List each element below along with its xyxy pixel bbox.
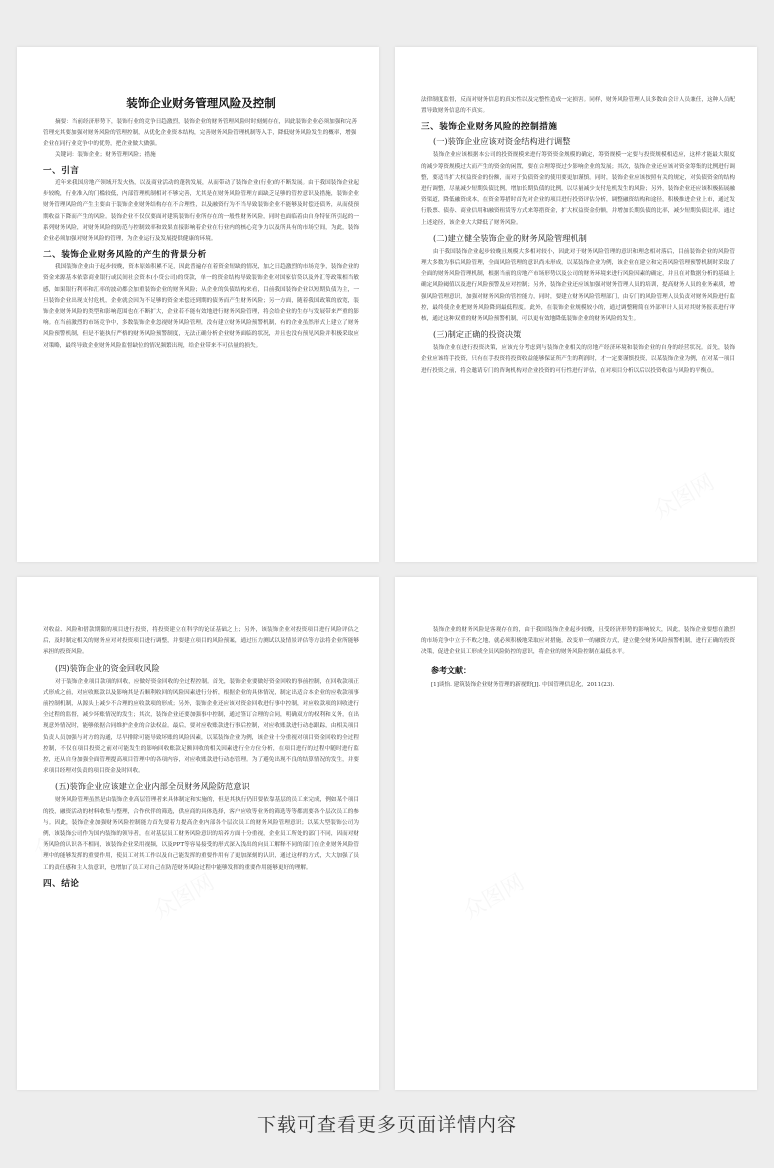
document-title: 装饰企业财务管理风险及控制	[126, 96, 276, 110]
subsection-heading-capital-structure: (一)装饰企业应该对资金结构进行调整	[433, 136, 571, 147]
keywords: 关键词：装饰企业；财务管理风险；措施	[55, 152, 156, 158]
background-paragraph: 我国装饰企业由于起步较晚，资本原始积累不足，因此普遍存在着资金短缺的情况，加之日趋激烈的市场竞争，装饰企业的资金来源基本依靠商业银行或民间社会资本(小贷公司)的贷款，单一的资金结构导致装饰企业对国家信贷以及外汇等政策相当敏感，如果银行利率和汇率的波动都会加重装饰企业的财务风险；从企业的负债结构来看，目前我国装饰企业以短期负债为主，一旦装饰企业出现支付危机，企业就会因为不足够的资金来偿还到期的债务而产生财务风险；另一方面，随着我国政策的放宽，装饰企业财务风险的类型和影响范围也在不断扩大，企业若不能有效地进行财务风险管理，将会给企业的生存与发展带来严重的影响。在当前激烈的市场竞争中，多数装饰企业忽视财务风险管理，没有建立财务风险预警机制，有的企业虽然形式上建立了财务风险预警机制，但是不能执行严格的财务风险预警制度，无法正确分析企业财务面临的状况，并且也没有预见风险并积极采取应对策略，最终导致企业财务风险监督缺位的情况频繁出现，给企业带来不可估量的损失。	[43, 264, 359, 349]
document-page-3	[17, 577, 379, 1090]
view-more-caption: 下载可查看更多页面详情内容	[256, 1114, 517, 1136]
document-page-4	[395, 577, 757, 1090]
section-heading-conclusion: 四、结论	[43, 878, 80, 889]
conclusion-paragraph: 装饰企业的财务风险是客观存在的，由于我国装饰企业起步较晚，且受经济形势的影响较大，因此，装饰企业要想在激烈的市场竞争中立于不败之地，就必须积极地采取应对措施，改变单一的融资方式，建立健全财务风险预警机制，进行正确的投资决策，促进企业员工形成全员风险防控的意识，将企业的财务风险控制在最低水平。	[421, 627, 735, 656]
document-page-1	[17, 47, 379, 562]
subsection-heading-collection-risk: (四)装饰企业的资金回收风险	[55, 662, 160, 673]
staff-awareness-paragraph: 财务风险管理虽然是由装饰企业高层管理者来具体制定和实施的，但是其执行仍旧要依靠基层的员工来完成，例如某个项目的投，融资活动的材料收集与整理，合作伙伴的筛选，供应商的具体选择，客户应收等业务的筛选等等都需要各个层次员工的参与。因此，装饰企业加强财务风险控制能力首先要着力提高企业内部各个层次员工的财务风险管理意识；以某大型装饰公司为例，该装饰公司作为国内装饰的领导者，在对基层员工财务风险意识的培养方面十分重视，企业员工所处的部门不同，因而对财务风险的认识各不相同，该装饰企业采用视频，以及PPT等容易接受的形式深入浅出的向员工解释不同的部门在企业财务风险管理中的能够发挥的重要作用，使员工对其工作以及自己能发挥的重要作用有了更加深刻的认识，通过这样的方式，大大加强了员工的责任感和主人翁意识，也增加了员工对自己在防范财务风险过程中能够发挥的重要作用能够更好的理解。	[43, 797, 359, 871]
continued-paragraph: 法律制度监督，反而对财务信息的真实性以及完整性造成一定损害。同样，财务风险管理人员多数由会计人员兼任，这种人员配置导致财务信息的不真实。	[421, 97, 735, 115]
document-page-2	[395, 47, 757, 562]
subsection-heading-risk-mechanism: (二)建立健全装饰企业的财务风险管理机制	[433, 232, 587, 243]
risk-mechanism-paragraph: 由于我国装饰企业起步较晚且规模大多相对较小，因此对于财务风险管理的意识和理念相对落后，目前装饰企业的风险管理大多数为事后风险管理，全面风险管理的意识尚未形成，以某装饰企业为例，该企业在建立和完善风险管理预警机制时采取了全面的财务风险管理机制，根据当前的房地产市场形势以及公司的财务环境来进行风险因素的确定，并且在对数据分析的基础上确定风险阈值以及进行风险预警及应对控制；另外，装饰企业还应该加强对财务管理人员的培训，提高财务人员的业务素质，增强风险管理意识，加强对财务风险的管控能力，同时，要建立财务风险管理部门，由专门的风险管理人员负责对财务风险进行监控，最终使企业把财务风险降到最低程度。此外，在装饰企业规模较小的，通过调整精简在外部审计人员对其财务报表进行审核，通过这种双重的财务风险预警机制，可以更有效地降低装饰企业的财务风险的发生。	[421, 248, 735, 323]
reference-item: [1]谈怡. 建筑装饰企业财务管理的新视野[J]. 中国管理信息化，2011(23).	[431, 681, 615, 688]
section-heading-intro: 一、引言	[43, 166, 80, 176]
intro-paragraph: 近年来我国房地产领域开发火热，以及商业活动的蓬勃发展，从而带动了装饰企业(行业)的不断发展。由于我国装饰企业起步较晚，行业准入的门槛较低，内部管理机制相对不够完善，尤其是在财务风险管理方面缺乏足够的管控意识及措施，装饰企业财务管理风险的产生主要由于装饰企业财务结构存在不合理性，以及融资行为不当导致装饰企业不能够及时偿还债务，从而使预期收益下降而产生的风险。装饰企业不仅仅要面对建筑装饰行业所存在的一般性财务风险，同时也面临着由自身特征所引起的一系列财务风险，对财务风险的防范与控制效率和效果直接影响着企业在行业内的核心竞争力以及所具有的市场空间，为此，装饰企业必须加强对财务风险的管理，为企业运行及发展提供健康的环境。	[43, 180, 359, 243]
collection-risk-paragraph: 对于装饰企业项目款项的回收，应做好资金回收的全过程控制。首先，装饰企业要做好资金回收的事前控制，在回收款项正式形成之前，对应收账款以及影响其是否顺利收回的风险因素进行分析，根据企业的具体情况，制定出适合本企业的应收款项事前控制机制，从源头上减少不合理的应收款项的形成；另外，装饰企业还应该对资金回收进行事中控制，对应收款项的回收进行全过程的监督，减少坏账情况的发生；其次，装饰企业还要加强事中控制，通过签订合理的合同，明确双方的权利和义务，在出现意外情况时，能够依据合同维护企业的合法权益。最后，要对应收账款进行事后控制，对应收账款进行动态跟踪，由相关项目负责人员加强与对方的沟通，尽早排除可能导致坏账的风险因素，以某装饰企业为例，该企业十分重视对项目资金回收的全过程控制，不仅在项目投资之前对可能发生的影响回收账款足额回收的相关因素进行全方位分析，在项目进行的过程中随时进行监控，还从自身加强全面管理提高项目管理中的各项内容，对应收账款进行动态管理。为了避免出现不良的结算情况的发生，并要求项目经理对负责的项目资金及时回收。	[43, 678, 359, 775]
references-heading: 参考文献：	[431, 664, 471, 675]
subsection-heading-staff-awareness: (五)装饰企业应该建立企业内部全员财务风险防范意识	[55, 781, 250, 792]
subsection-heading-investment: (三)制定正确的投资决策	[433, 329, 522, 340]
continued-paragraph: 对收益、风险和借款期限的项目进行投资，将投资建立在科学的论证基础之上；另外，该装饰企业对投资项目进行风险评估之后，及时制定相关的财务应对对投资项目进行调整，并要建立项目的风险预案，通过压力测试以及情景评估等方法将企业所能够承担的投资风险。	[43, 627, 359, 656]
section-heading-measures: 三、装饰企业财务风险的控制措施	[421, 122, 558, 133]
capital-structure-paragraph: 装饰企业应该根据本公司的投资规模来进行筹资资金规模的确定，筹资规模一定要与投资规模相适应，这样才能最大限度的减少筹资规模过大而产生的资金的闲置，要在合理筹资过少影响企业的发展；其次，装饰企业还应该对资金筹集的比例进行调整，要适当扩大权益资金的份额，而对于负债资金的使用要更加谨慎。同时，装饰企业应该按照有关的规定，对负债资金的结构进行调整，尽量减少短期负债比例，增加长期负债的比例，以尽量减少支付危机发生的风险；另外，装饰企业还应该积极拓展融资渠道，降低融资成本，在资金筹措时首先对企业的项目进行投资评估分析，调整融资结构和途径，积极推进企业上市，通过发行股票、债券、商业信用和融资租赁等方式来筹措资金，扩大权益资金份额，并增加长期负债的比率，减少短期负债比率，通过上述途径，该企业大大降低了财务风险。	[421, 152, 735, 226]
investment-paragraph: 装饰企业在进行投资决策，应该充分考虑到与装饰企业相关的房地产经济环境和装饰企业的自身的经营状况。首先，装饰企业应该将手投资，只有在手投资将投资收益能够保证所产生的利润时，才一定要谨慎投资，以某装饰企业为例，在对某一项目进行投资之前，将会邀请专门的咨询机构对企业投资的可行性进行评估，在对项目分析以后以投资收益与风险的平衡点。	[421, 345, 735, 374]
abstract: 摘要：当前经济形势下，装饰行业的竞争日趋激烈，装饰企业的财务管理风险时时刻刻存在，因此装饰企业必须加强和完善管理充其要加强对财务风险的管理控制，从优化企业资本结构，完善财务风险管理机制等入手，降低财务风险发生的概率，增强企业在同行业竞争中的优势，把企业做大做强。	[43, 119, 358, 147]
section-heading-background: 二、装饰企业财务风险的产生的背景分析	[43, 250, 207, 261]
